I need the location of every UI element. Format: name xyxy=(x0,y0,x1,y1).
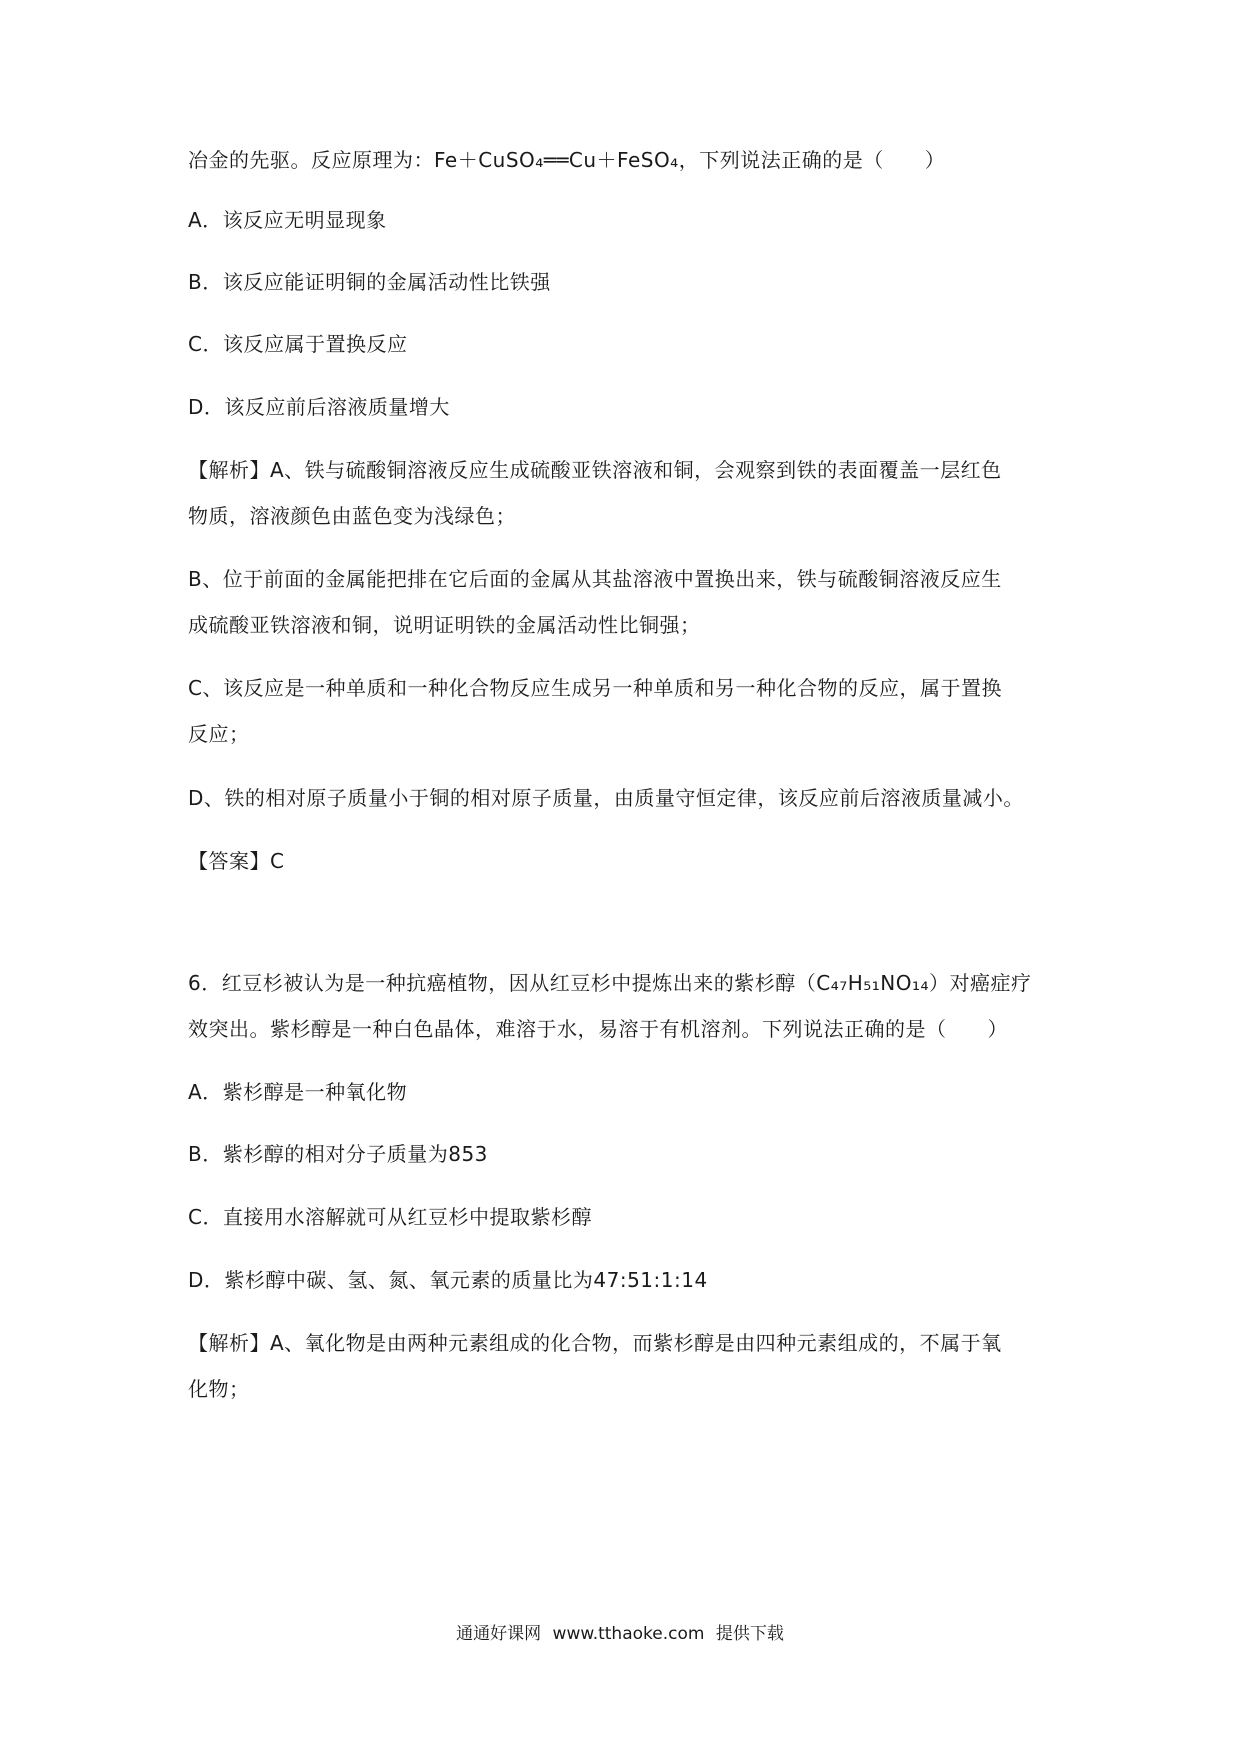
q5-analysis-a-line1: 【解析】A、铁与硫酸铜溶液反应生成硫酸亚铁溶液和铜，会观察到铁的表面覆盖一层红色 xyxy=(188,458,1002,482)
footer-download-text: 提供下载 xyxy=(715,1624,784,1644)
q6-option-b: B．紫杉醇的相对分子质量为853 xyxy=(188,1142,488,1166)
q6-stem-line1: 6．红豆杉被认为是一种抗癌植物，因从红豆杉中提炼出来的紫杉醇（C₄₇H₅₁NO₁₄）对癌症疗 xyxy=(188,971,1032,995)
q5-option-a: A．该反应无明显现象 xyxy=(188,208,387,232)
q5-option-b: B．该反应能证明铜的金属活动性比铁强 xyxy=(188,270,551,294)
q6-option-d: D．紫杉醇中碳、氢、氮、氧元素的质量比为47:51:1:14 xyxy=(188,1268,708,1292)
q6-option-c: C．直接用水溶解就可从红豆杉中提取紫杉醇 xyxy=(188,1205,592,1229)
q5-analysis-a-line2: 物质，溶液颜色由蓝色变为浅绿色； xyxy=(188,504,516,528)
q5-analysis-d: D、铁的相对原子质量小于铜的相对原子质量，由质量守恒定律，该反应前后溶液质量减小。 xyxy=(188,786,1024,810)
q6-analysis-a-line2: 化物； xyxy=(188,1377,250,1401)
q6-option-a: A．紫杉醇是一种氧化物 xyxy=(188,1080,408,1104)
q5-option-d: D．该反应前后溶液质量增大 xyxy=(188,395,450,419)
q5-stem-end: 冶金的先驱。反应原理为：Fe＋CuSO₄══Cu＋FeSO₄，下列说法正确的是（ ） xyxy=(188,148,946,172)
q5-option-c: C．该反应属于置换反应 xyxy=(188,332,408,356)
q5-analysis-b-line2: 成硫酸亚铁溶液和铜，说明证明铁的金属活动性比铜强； xyxy=(188,613,701,637)
q6-analysis-a-line1: 【解析】A、氧化物是由两种元素组成的化合物，而紫杉醇是由四种元素组成的，不属于氧 xyxy=(188,1331,1002,1355)
q5-answer: 【答案】C xyxy=(188,849,285,873)
q5-analysis-c-line1: C、该反应是一种单质和一种化合物反应生成另一种单质和另一种化合物的反应，属于置换 xyxy=(188,676,1002,700)
footer-site-name: 通通好课网 xyxy=(456,1624,542,1644)
q5-analysis-c-line2: 反应； xyxy=(188,722,250,746)
footer-site-url[interactable]: www.tthaoke.com xyxy=(552,1624,705,1644)
q6-stem-line2: 效突出。紫杉醇是一种白色晶体，难溶于水，易溶于有机溶剂。下列说法正确的是（ ） xyxy=(188,1017,1008,1041)
q5-analysis-b-line1: B、位于前面的金属能把排在它后面的金属从其盐溶液中置换出来，铁与硫酸铜溶液反应生 xyxy=(188,567,1002,591)
page-footer xyxy=(0,1622,1240,1646)
